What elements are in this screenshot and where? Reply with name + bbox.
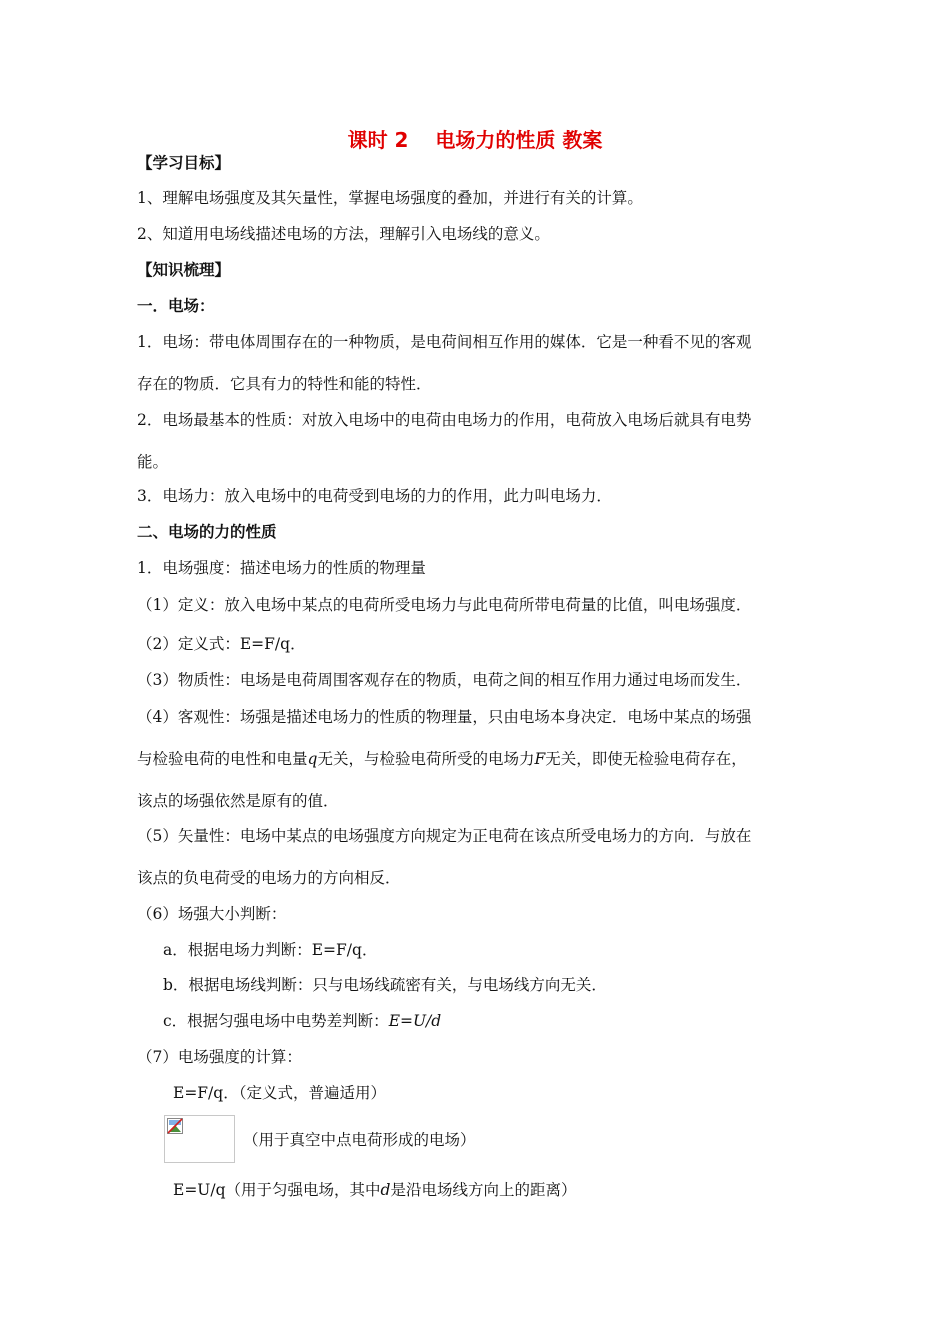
symbol-q: q (307, 750, 318, 768)
field-strength-definition: （1）定义：放入电场中某点的电荷所受电场力与此电荷所带电荷量的比值，叫电场强度． (137, 596, 752, 614)
calc-formula-2: （用于真空中点电荷形成的电场） (243, 1131, 476, 1149)
field-strength-objective-line-1: （4）客观性：场强是描述电场力的性质的物理量，只由电场本身决定．电场中某点的场强 (137, 708, 752, 726)
goal-item-1: 1、理解电场强度及其矢量性，掌握电场强度的叠加，并进行有关的计算。 (137, 189, 643, 207)
calc-formula-3-b: 是沿电场线方向上的距离） (390, 1181, 577, 1199)
goal-item-2: 2、知道用电场线描述电场的方法，理解引入电场线的意义。 (137, 225, 550, 243)
objective-text-a: 与检验电荷的电性和电量 (137, 750, 308, 768)
symbol-F: F (534, 750, 546, 768)
paragraph-1-line-1: 1．电场：带电体周围存在的一种物质，是电荷间相互作用的媒体．它是一种看不见的客观 (137, 333, 752, 351)
judge-item-c-text: c．根据匀强电场中电势差判断： (163, 1012, 389, 1030)
paragraph-2-line-1: 2．电场最基本的性质：对放入电场中的电荷由电场力的作用，电荷放入电场后就具有电势 (137, 411, 752, 429)
field-strength-calc-heading: （7）电场强度的计算： (137, 1048, 302, 1066)
section-heading-knowledge: 【知识梳理】 (137, 260, 231, 279)
field-strength-objective-line-2 (137, 749, 747, 769)
paragraph-1-line-2: 存在的物质．它具有力的特性和能的特性． (137, 375, 432, 393)
field-strength-vector-line-2: 该点的负电荷受的电场力的方向相反． (137, 869, 401, 887)
broken-image-icon (167, 1118, 183, 1134)
page-title: 课时 2 电场力的性质 教案 (347, 128, 603, 152)
heading-electric-field: 一．电场： (137, 296, 215, 315)
field-strength-vector-line-1: （5）矢量性：电场中某点的电场强度方向规定为正电荷在该点所受电场力的方向．与放在 (137, 827, 752, 845)
objective-text-c: 无关，即使无检验电荷存在， (545, 750, 747, 768)
symbol-d: d (380, 1181, 391, 1199)
judge-item-c-formula: E=U/d (388, 1012, 442, 1030)
field-strength-formula: （2）定义式：E=F/q． (137, 635, 306, 653)
field-strength-material: （3）物质性：电场是电荷周围客观存在的物质，电荷之间的相互作用力通过电场而发生． (137, 671, 752, 689)
objective-text-b: 无关，与检验电荷所受的电场力 (317, 750, 535, 768)
point-charge-formula-image (164, 1115, 235, 1163)
calc-formula-3 (173, 1180, 576, 1200)
judge-item-b: b．根据电场线判断：只与电场线疏密有关，与电场线方向无关． (163, 976, 607, 994)
field-strength-intro: 1．电场强度：描述电场力的性质的物理量 (137, 559, 426, 577)
calc-formula-1: E=F/q．（定义式，普遍适用） (173, 1084, 386, 1102)
section-heading-goals: 【学习目标】 (137, 153, 231, 172)
heading-field-force: 二、电场的力的性质 (137, 522, 277, 541)
judge-item-c (163, 1011, 441, 1031)
paragraph-2-line-2: 能。 (137, 453, 169, 471)
field-strength-objective-line-3: 该点的场强依然是原有的值． (137, 792, 339, 810)
field-strength-judge-heading: （6）场强大小判断： (137, 905, 287, 923)
judge-item-a: a．根据电场力判断：E=F/q． (163, 941, 378, 959)
calc-formula-3-a: E=U/q（用于匀强电场，其中 (173, 1181, 381, 1199)
paragraph-3: 3．电场力：放入电场中的电荷受到电场的力的作用，此力叫电场力． (137, 487, 612, 505)
